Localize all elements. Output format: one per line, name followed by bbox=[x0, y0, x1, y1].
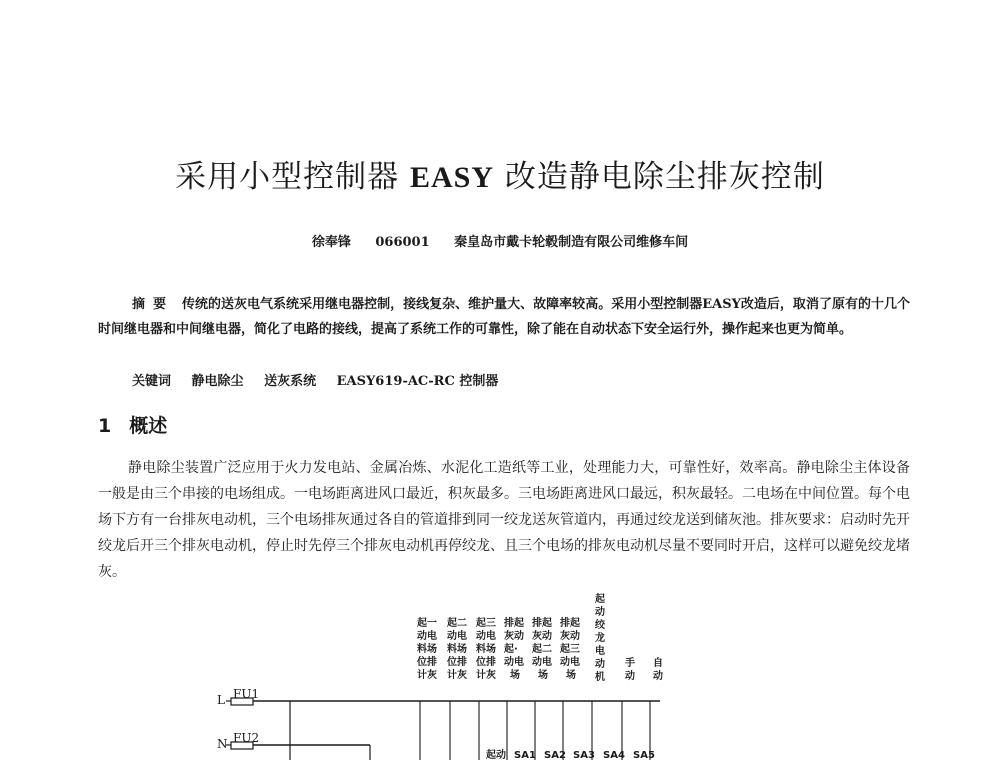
column-label-line: 绞 bbox=[595, 620, 605, 631]
switch-label: SA5 bbox=[633, 750, 655, 760]
keyword-item: 送灰系统 bbox=[264, 374, 317, 389]
column-label-line: 动 bbox=[625, 671, 635, 682]
column-labels bbox=[416, 592, 663, 683]
column-label-line: 位排 bbox=[476, 657, 496, 668]
column-label-line: 动电 bbox=[532, 657, 552, 668]
column-label-line: 料场 bbox=[417, 644, 437, 655]
circuit-diagram-svg bbox=[0, 590, 1000, 760]
terminal-l: L bbox=[217, 693, 225, 707]
column-label-line: 料场 bbox=[476, 644, 496, 655]
keyword-item: EASY619-AC-RC 控制器 bbox=[336, 374, 499, 389]
column-label-line: 计灰 bbox=[417, 670, 437, 681]
column-label-line: 排起 bbox=[504, 618, 524, 629]
switch-label: SA1 bbox=[514, 750, 536, 760]
column-label-line: 动电 bbox=[476, 631, 496, 642]
column-label-line: 动 bbox=[595, 607, 605, 618]
abstract-label: 摘要 bbox=[132, 297, 175, 312]
column-label-line: 起二 bbox=[447, 618, 467, 629]
column-label-line: 场 bbox=[538, 670, 548, 681]
column-label-line: 计灰 bbox=[476, 670, 496, 681]
circuit-diagram bbox=[0, 590, 1000, 760]
column-label-line: 位排 bbox=[447, 657, 467, 668]
column-label-line: 场 bbox=[566, 670, 576, 681]
author-name: 徐奉锋 bbox=[311, 235, 351, 250]
keyword-item: 静电除尘 bbox=[191, 374, 244, 389]
terminal-fu2: FU2 bbox=[233, 731, 260, 745]
section-heading bbox=[98, 413, 167, 439]
abstract-text: 传统的送灰电气系统采用继电器控制，接线复杂、维护量大、故障率较高。采用小型控制器EASY改造后，取消了原有的十几个时间继电器和中间继电器，简化了电路的接线，提高了系统工作的可靠性，除了能在自动状态下安全运行外，操作起来也更为简单。 bbox=[98, 297, 910, 337]
keywords-label: 关键词 bbox=[132, 374, 172, 389]
section-title: 概述 bbox=[129, 415, 168, 437]
column-label-line: 手 bbox=[625, 658, 635, 669]
column-label-line: 起三 bbox=[560, 644, 580, 655]
paper-title bbox=[0, 157, 1000, 198]
column-label-line: 龙 bbox=[595, 633, 605, 644]
column-label-line: 料场 bbox=[447, 644, 467, 655]
column-label-line: 排起 bbox=[560, 618, 580, 629]
switch-label: SA3 bbox=[573, 750, 595, 760]
author-line bbox=[0, 233, 1000, 253]
column-label-line: 灰动 bbox=[504, 631, 524, 642]
terminal-n: N bbox=[217, 737, 228, 751]
switch-label: SA4 bbox=[603, 750, 625, 760]
column-label-line: 动电 bbox=[560, 657, 580, 668]
column-label-line: 动 bbox=[653, 671, 663, 682]
column-label-line: 动电 bbox=[447, 631, 467, 642]
column-label-line: 起· bbox=[504, 644, 518, 655]
column-label-line: 起三 bbox=[476, 618, 496, 629]
column-label-line: 起一 bbox=[417, 618, 437, 629]
column-label-line: 位排 bbox=[417, 657, 437, 668]
column-label-line: 场 bbox=[510, 670, 520, 681]
title-latin: EASY bbox=[409, 161, 495, 194]
column-label-line: 动电 bbox=[504, 657, 524, 668]
column-label-line: 电 bbox=[595, 646, 605, 657]
column-label-line: 机 bbox=[595, 672, 605, 683]
column-label-line: 排起 bbox=[532, 618, 552, 629]
column-label-line: 自 bbox=[653, 658, 663, 669]
switch-label: 起动 bbox=[486, 750, 506, 760]
column-label-line: 动 bbox=[595, 659, 605, 670]
abstract bbox=[98, 292, 910, 342]
author-postcode: 066001 bbox=[375, 235, 430, 250]
switch-labels bbox=[486, 748, 655, 760]
author-affiliation: 秦皇岛市戴卡轮毂制造有限公司维修车间 bbox=[454, 235, 689, 250]
title-prefix: 采用小型控制器 bbox=[175, 159, 400, 195]
column-label-line: 计灰 bbox=[447, 670, 467, 681]
body-paragraph: 静电除尘装置广泛应用于火力发电站、金属冶炼、水泥化工造纸等工业，处理能力大，可靠性好，效率高。静电除尘主体设备一般是由三个串接的电场组成。一电场距离进风口最近，积灰最多。三电场距离进风口最远，积灰最轻。二电场在中间位置。每个电场下方有一台排灰电动机，三个电场排灰通过各自的管道排到同一绞龙送灰管道内，再通过绞龙送到储灰池。排灰要求：启动时先开绞龙后开三个排灰电动机，停止时先停三个排灰电动机再停绞龙、且三个电场的排灰电动机尽量不要同时开启，这样可以避免绞龙堵灰。 bbox=[98, 460, 910, 580]
column-label-line: 起二 bbox=[532, 644, 552, 655]
column-label-line: 灰动 bbox=[532, 631, 552, 642]
column-label-line: 起 bbox=[595, 594, 605, 605]
column-label-line: 动电 bbox=[417, 631, 437, 642]
switch-label: SA2 bbox=[544, 750, 566, 760]
keywords bbox=[132, 372, 912, 392]
title-suffix: 改造静电除尘排灰控制 bbox=[504, 159, 825, 195]
column-label-line: 灰动 bbox=[560, 631, 580, 642]
section-number: 1 bbox=[98, 415, 112, 437]
terminal-fu1: FU1 bbox=[233, 687, 260, 701]
